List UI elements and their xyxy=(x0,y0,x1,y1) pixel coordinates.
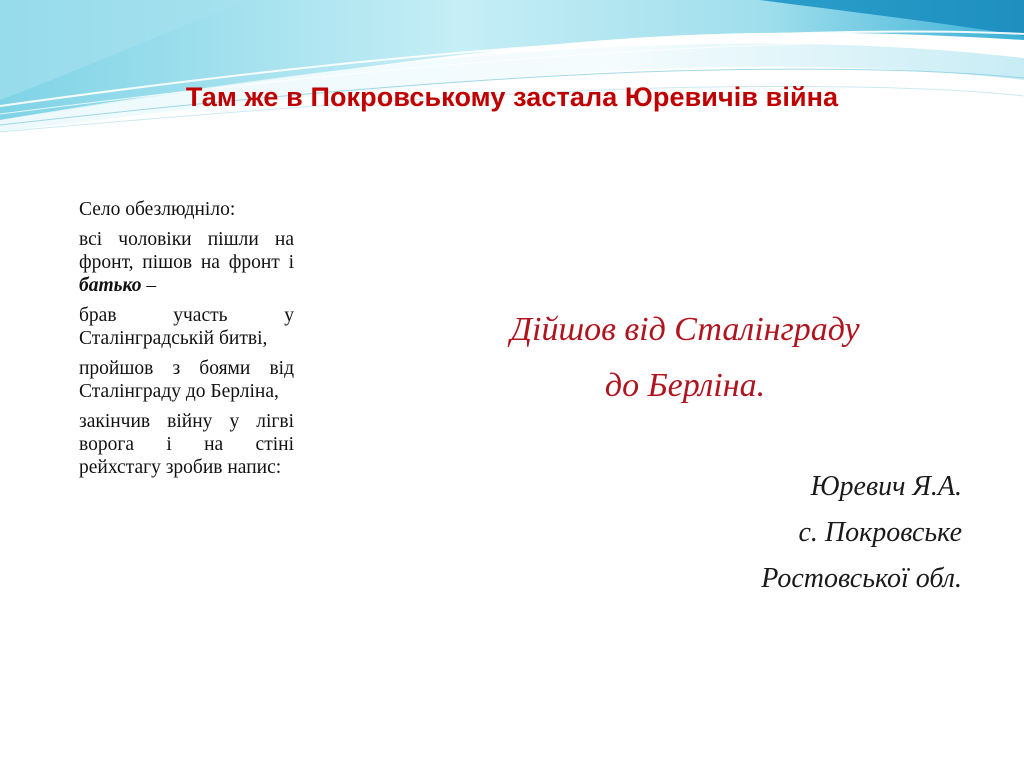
quote-line: до Берліна. xyxy=(604,367,766,404)
slide-title: Там же в Покровському застала Юревичів війна xyxy=(185,82,839,112)
inscription-quote xyxy=(420,302,950,414)
emphasis-word: батько xyxy=(79,275,142,296)
text-span: – xyxy=(141,275,157,296)
author-region: Ростовської обл. xyxy=(761,563,962,594)
left-text-block xyxy=(79,198,294,486)
text-paragraph xyxy=(79,228,294,297)
author-signature xyxy=(542,464,962,602)
text-span: всі чоловіки пішли на фронт, пішов на фронт і xyxy=(79,229,294,273)
author-village: с. Покровське xyxy=(798,517,962,548)
text-paragraph: Село обезлюдніло: xyxy=(79,199,236,220)
quote-line: Дійшов від Сталінграду xyxy=(510,311,860,348)
text-paragraph: пройшов з боями від Сталінграду до Берліна, xyxy=(79,358,294,402)
text-paragraph: брав участь у Сталінградській битві, xyxy=(79,305,294,349)
author-name: Юревич Я.А. xyxy=(810,471,962,502)
text-paragraph: закінчив війну у лігві ворога і на стіні рейхстагу зробив напис: xyxy=(79,411,294,478)
